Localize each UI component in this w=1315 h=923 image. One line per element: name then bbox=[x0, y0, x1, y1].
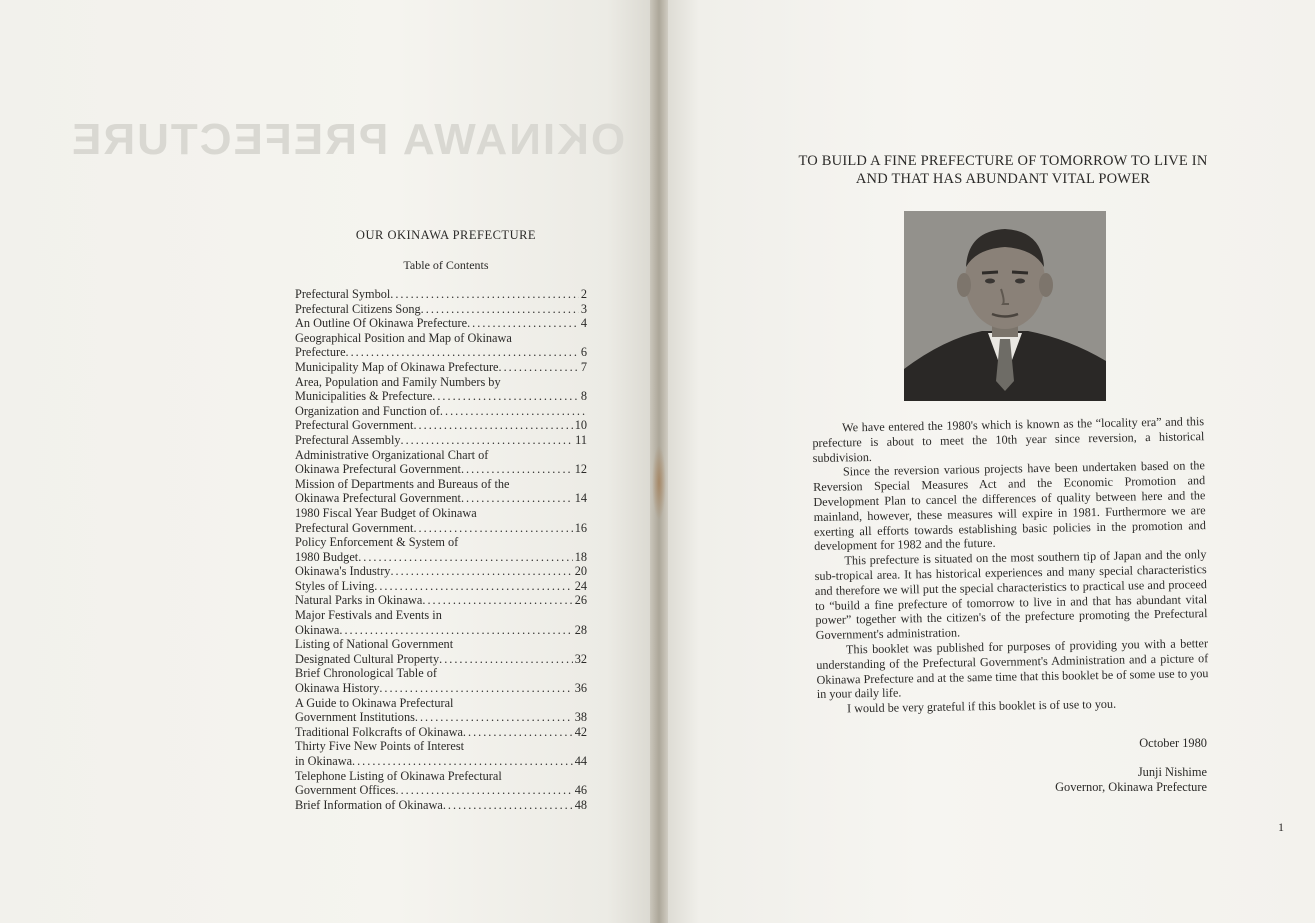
toc-leader-dots bbox=[422, 593, 572, 608]
toc-entry bbox=[295, 725, 587, 740]
message-title-line2: AND THAT HAS ABUNDANT VITAL POWER bbox=[855, 171, 1151, 187]
toc-leader-dots bbox=[352, 754, 573, 769]
toc-entry-title: Municipality Map of Okinawa Prefecture bbox=[295, 359, 499, 374]
toc-entry bbox=[295, 477, 587, 506]
toc-entry bbox=[295, 375, 587, 404]
portrait-image bbox=[904, 211, 1106, 401]
message-paragraph: I would be very grateful if this booklet is of use to you. bbox=[846, 696, 1117, 716]
toc-entry-last-line bbox=[295, 725, 587, 740]
toc-leader-dots bbox=[390, 287, 579, 302]
toc-entry-last-line bbox=[295, 681, 587, 696]
toc-entry bbox=[295, 316, 587, 331]
toc-entry bbox=[295, 579, 587, 594]
message-paragraph: This prefecture is situated on the most southern tip of Japan and the only sub-tropical area. It has historical experiences and many special characteristics and therefore we will put the special characteristics to practical use and proceed to “build a fine prefecture of tomorrow to live in and that has abundant vital power” together with the citizen's of the prefecture promoting the Prefectural Government's administration. bbox=[814, 547, 1208, 643]
toc-entry-title: Okinawa bbox=[295, 622, 340, 637]
toc-entry bbox=[295, 564, 587, 579]
toc-subheading: Table of Contents bbox=[403, 258, 489, 272]
toc-entry-line: Mission of Departments and Bureaus of the bbox=[295, 476, 510, 491]
toc-entry-last-line bbox=[295, 754, 587, 769]
toc-page-number: 14 bbox=[574, 491, 587, 506]
toc-entry-title: Natural Parks in Okinawa bbox=[295, 593, 423, 608]
toc-entry-line: Brief Chronological Table of bbox=[295, 666, 437, 681]
toc-page-number: 26 bbox=[574, 593, 587, 608]
toc-entry-title: Prefectural Citizens Song bbox=[295, 301, 421, 316]
toc-entry bbox=[295, 769, 587, 798]
toc-page-number: 6 bbox=[580, 345, 587, 360]
toc-entry-last-line bbox=[295, 404, 587, 419]
toc-page-number: 38 bbox=[574, 710, 587, 725]
toc-page-number: 36 bbox=[574, 681, 587, 696]
toc-leader-dots bbox=[346, 345, 579, 360]
toc-leader-dots bbox=[339, 623, 572, 638]
toc-entry-line: Thirty Five New Points of Interest bbox=[295, 739, 465, 754]
message-paragraph: We have entered the 1980's which is known as the “locality era” and this prefecture is about to meet the 10th year since reversion, a historical subdivision. bbox=[812, 414, 1205, 465]
toc-entry-line: Geographical Position and Map of Okinawa bbox=[295, 330, 512, 345]
toc-entry-line: A Guide to Okinawa Prefectural bbox=[295, 695, 454, 710]
toc-entry-last-line bbox=[295, 389, 587, 404]
toc-entry bbox=[295, 739, 587, 768]
toc-leader-dots bbox=[401, 433, 574, 448]
signature-title: Governor, Okinawa Prefecture bbox=[1055, 780, 1207, 794]
toc-entry-last-line bbox=[295, 345, 587, 360]
message-paragraph: Since the reversion various projects have been undertaken based on the Reversion Special Measures Act and the Economic Promotion and Development Plan to cancel the differences of quality between here and the mainland, however, these measures will expire in 1981. Furthermore we are exerting all efforts towards establishing basic policies in the promotion and development for 1982 and the future. bbox=[813, 458, 1206, 554]
toc-page-number: 12 bbox=[574, 462, 587, 477]
toc-entry bbox=[295, 666, 587, 695]
toc-entry bbox=[295, 418, 587, 433]
toc-entry-last-line bbox=[295, 462, 587, 477]
toc-entry-line: Area, Population and Family Numbers by bbox=[295, 374, 501, 389]
toc-leader-dots bbox=[440, 404, 585, 419]
toc-leader-dots bbox=[461, 491, 573, 506]
toc-leader-dots bbox=[379, 681, 572, 696]
toc-entry-title: Prefectural Symbol bbox=[295, 287, 391, 301]
toc-entry-title: Prefecture bbox=[295, 345, 346, 360]
toc-entry bbox=[295, 637, 587, 666]
toc-page-number: 16 bbox=[574, 520, 587, 535]
toc-entry-title: Prefectural Government bbox=[295, 520, 414, 535]
toc-page-number: 28 bbox=[574, 622, 587, 637]
toc-entry-line: Major Festivals and Events in bbox=[295, 608, 442, 623]
toc-entry bbox=[295, 798, 587, 813]
toc-entry-last-line bbox=[295, 433, 587, 448]
message-title-line1: TO BUILD A FINE PREFECTURE OF TOMORROW TO LIVE IN bbox=[798, 153, 1208, 169]
toc-leader-dots bbox=[499, 360, 579, 375]
toc-page-number: 7 bbox=[580, 359, 587, 374]
toc-entry-last-line bbox=[295, 491, 587, 506]
toc-entry bbox=[295, 404, 587, 419]
toc-leader-dots bbox=[415, 710, 573, 725]
toc-leader-dots bbox=[461, 462, 573, 477]
toc-page-number: 32 bbox=[574, 651, 587, 666]
toc-entry bbox=[295, 448, 587, 477]
toc-entry-title: Okinawa History bbox=[295, 681, 380, 696]
toc-entry bbox=[295, 593, 587, 608]
toc-entry-last-line bbox=[295, 550, 587, 565]
toc-entry-last-line bbox=[295, 302, 587, 317]
toc-entry-title: Okinawa Prefectural Government bbox=[295, 491, 461, 506]
toc-page-number: 48 bbox=[574, 797, 587, 812]
toc-page-number: 24 bbox=[574, 578, 587, 593]
toc-entry-line: 1980 Fiscal Year Budget of Okinawa bbox=[295, 505, 477, 520]
toc-entry-last-line bbox=[295, 783, 587, 798]
toc-leader-dots bbox=[467, 316, 579, 331]
toc-entry-line: Policy Enforcement & System of bbox=[295, 535, 459, 550]
toc-entry-last-line bbox=[295, 579, 587, 594]
message-title bbox=[768, 152, 1238, 188]
message-paragraph: This booklet was published for purposes of providing you with a better understanding of the Prefectural Government's Administration and a picture of Okinawa Prefecture and at the same time that this booklet be of some use to you in your daily life. bbox=[816, 636, 1209, 702]
toc-page-number: 18 bbox=[574, 549, 587, 564]
toc-heading: OUR OKINAWA PREFECTURE bbox=[355, 228, 537, 242]
toc-entry-title: Organization and Function of bbox=[295, 403, 440, 418]
toc-entry-title: Styles of Living bbox=[295, 578, 375, 593]
toc-entry-title: An Outline Of Okinawa Prefecture bbox=[295, 316, 468, 331]
page-number: 1 bbox=[1278, 820, 1284, 834]
toc-entry-last-line bbox=[295, 593, 587, 608]
toc-leader-dots bbox=[439, 652, 573, 667]
toc-page-number: 3 bbox=[580, 301, 587, 316]
toc-entry bbox=[295, 535, 587, 564]
toc-leader-dots bbox=[358, 550, 573, 565]
toc-entry-title: Prefectural Government bbox=[295, 418, 414, 433]
toc-leader-dots bbox=[396, 783, 573, 798]
toc-entry-title: Government Offices bbox=[295, 783, 396, 798]
toc-entry bbox=[295, 360, 587, 375]
toc-page-number: 8 bbox=[580, 389, 587, 404]
toc-entry-title: 1980 Budget bbox=[295, 549, 359, 564]
toc-entry-title: Prefectural Assembly bbox=[295, 432, 401, 447]
toc-entry-title: Government Institutions bbox=[295, 710, 415, 725]
toc-entry-last-line bbox=[295, 623, 587, 638]
toc-page-number: 42 bbox=[574, 724, 587, 739]
toc-entry bbox=[295, 302, 587, 317]
toc-entry-title: in Okinawa bbox=[295, 754, 353, 768]
toc-entry-last-line bbox=[295, 798, 587, 813]
toc-page-number: 11 bbox=[575, 432, 587, 447]
toc-entry-title: Brief Information of Okinawa bbox=[295, 797, 443, 812]
toc-leader-dots bbox=[432, 389, 579, 404]
toc-entry bbox=[295, 506, 587, 535]
message-body bbox=[812, 414, 1209, 717]
toc-entry-line: Listing of National Government bbox=[295, 637, 454, 652]
toc-entry-title: Designated Cultural Property bbox=[295, 651, 440, 666]
toc-entry-last-line bbox=[295, 287, 587, 302]
toc-leader-dots bbox=[374, 579, 572, 594]
toc-leader-dots bbox=[413, 418, 572, 433]
toc-leader-dots bbox=[390, 564, 572, 579]
toc-page-number: 46 bbox=[574, 783, 587, 798]
toc-entry-title: Municipalities & Prefecture bbox=[295, 389, 433, 404]
toc-entry bbox=[295, 287, 587, 302]
message-date: October 1980 bbox=[1139, 736, 1207, 750]
toc-entry-title: Okinawa Prefectural Government bbox=[295, 462, 461, 477]
toc-page-number bbox=[585, 404, 587, 419]
toc-entry-title: Traditional Folkcrafts of Okinawa bbox=[295, 724, 463, 739]
toc-entry-last-line bbox=[295, 710, 587, 725]
toc-page-number: 4 bbox=[580, 316, 587, 331]
toc-page-number: 20 bbox=[574, 564, 587, 579]
toc-entry-line: Administrative Organizational Chart of bbox=[295, 447, 489, 462]
toc-entry-last-line bbox=[295, 564, 587, 579]
toc-entry bbox=[295, 433, 587, 448]
signature-name: Junji Nishime bbox=[1137, 765, 1207, 779]
toc-entry-last-line bbox=[295, 521, 587, 536]
governor-portrait bbox=[904, 211, 1106, 401]
toc-entry-last-line bbox=[295, 418, 587, 433]
toc-entry-last-line bbox=[295, 360, 587, 375]
toc-leader-dots bbox=[463, 725, 573, 740]
toc-entry-last-line bbox=[295, 652, 587, 667]
toc-entry-last-line bbox=[295, 316, 587, 331]
toc-entry bbox=[295, 331, 587, 360]
toc-page-number: 10 bbox=[574, 418, 587, 433]
toc-leader-dots bbox=[443, 798, 573, 813]
toc-entry-line: Telephone Listing of Okinawa Prefectural bbox=[295, 768, 502, 783]
toc-entry bbox=[295, 696, 587, 725]
paper-stain bbox=[652, 445, 666, 520]
toc-page-number: 2 bbox=[580, 287, 587, 301]
toc-leader-dots bbox=[421, 302, 579, 317]
bleed-through-text: OKINAWA PREFECTURE bbox=[70, 115, 626, 164]
toc-entry-title: Okinawa's Industry bbox=[295, 564, 391, 579]
table-of-contents bbox=[295, 287, 587, 812]
toc-entry bbox=[295, 608, 587, 637]
toc-leader-dots bbox=[413, 521, 572, 536]
toc-page-number: 44 bbox=[574, 754, 587, 768]
